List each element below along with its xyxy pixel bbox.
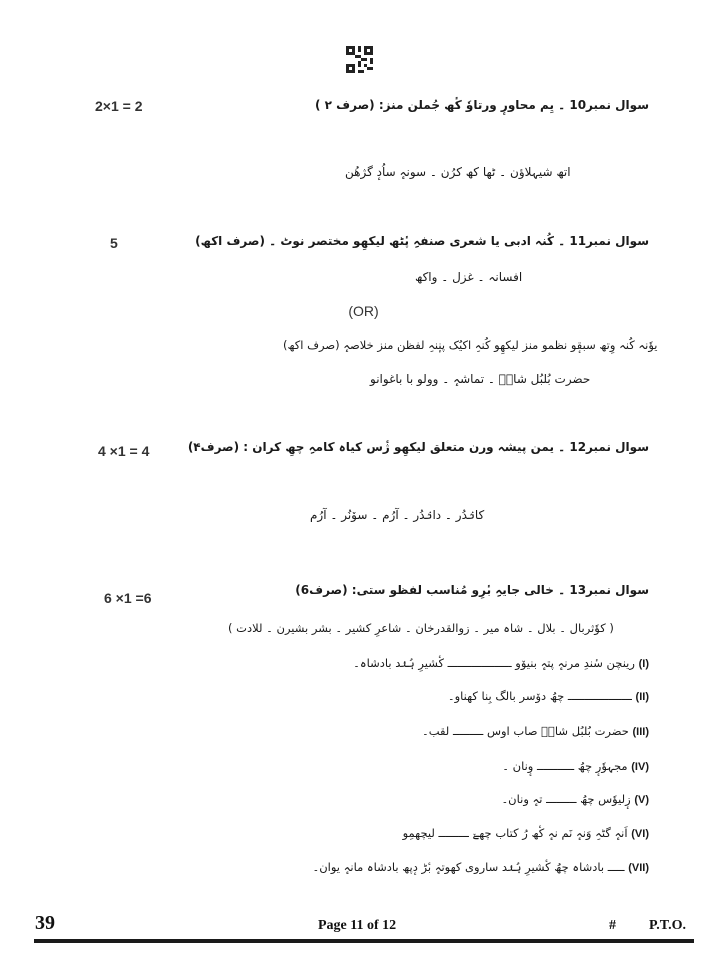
q13-marks: 6 ×1 =6 bbox=[104, 590, 152, 606]
item-text: مجہوٗرٕ چھُ ـــــــــــ وٕنان ۔ bbox=[502, 759, 628, 773]
q10-title: سوال نمبر10 ۔ یِم محاورٕ ورتاوٗ کٔھ جُملن منز: (صرف ۲ ) bbox=[315, 98, 649, 112]
q11-title: سوال نمبر11 ۔ کُنہ ادبی یا شعری صنفہِ پٔٹھ لیکھِو مختصر نوٹ ۔ (صرف اکھ) bbox=[195, 234, 649, 248]
or-label: (OR) bbox=[348, 303, 379, 319]
item-text: ـــــ بادشاہ چھُ کٔشیرِ ہُنٛد ساروی کھوتہٕ بٔڑ دٕپھ بادشاہ مانہٕ یوان۔ bbox=[312, 860, 625, 874]
q12-options: کانٛدُر ۔ دانٛدُر ۔ آرُم ۔ سوٚنُر ۔ آرُم bbox=[310, 508, 485, 522]
q13-item-7 bbox=[312, 860, 649, 874]
q11-alt-options: حضرت بُلبُل شاہؒ ۔ تماشہٕ ۔ وولو با باغوانو bbox=[370, 372, 591, 386]
q13-title: سوال نمبر13 ۔ خالی جایہِ بٔرِو مُناسب لفظو ستی: (صرف6) bbox=[295, 583, 649, 597]
q11-options: افسانہ ۔ غزل ۔ واکھ bbox=[415, 270, 523, 284]
q11-marks: 5 bbox=[110, 235, 118, 251]
item-text: زٕلیوٗس چھُ ـــــــــ تہٕ ونان۔ bbox=[501, 792, 631, 806]
q11-alt-title: یوٗنہ کُنہ وِتھ سبقٕو نظمو منز لیکھِو کُنہِ اکیُک پنٕنہِ لفظن منز خلاصہٕ (صرف اکھ) bbox=[283, 338, 658, 352]
item-number: (V) bbox=[634, 794, 649, 806]
q13-item-1 bbox=[353, 656, 649, 670]
item-text: رینچن سٔندِ مرنہٕ پتہٕ بنیوٚو ـــــــــــــــــــ کٔشیرِ ہُنٛد بادشاہ۔ bbox=[353, 656, 635, 670]
q13-item-4 bbox=[502, 759, 649, 773]
item-text: ـــــــــــــــــــ چھُ دوٚسر بالگ بِنا کھناو۔ bbox=[447, 689, 632, 703]
page-number: Page 11 of 12 bbox=[318, 918, 397, 933]
item-number: (III) bbox=[632, 726, 649, 738]
paper-code: 39 bbox=[35, 912, 55, 934]
q13-item-6 bbox=[403, 826, 649, 840]
item-number: (I) bbox=[638, 658, 649, 670]
item-number: (II) bbox=[635, 691, 649, 703]
pto-label: P.T.O. bbox=[649, 918, 686, 933]
q13-word-bank: ( کوٗثربال ۔ بلال ۔ شاہ میر ۔ زوالقدرخان ۔ شاعرِ کشیر ۔ بشر بشیرن ۔ للادت ) bbox=[228, 621, 614, 635]
item-number: (VII) bbox=[628, 862, 649, 874]
q13-item-3 bbox=[422, 724, 649, 738]
q13-item-5 bbox=[501, 792, 649, 806]
qr-code-icon bbox=[346, 46, 373, 73]
item-number: (VI) bbox=[631, 828, 649, 840]
hash-mark: # bbox=[609, 918, 616, 933]
item-text: اَنہٕ گٹہِ وَنہٕ نَم نہٕ کٔھ رُ کتاب چھےٚ ـــــــــ لیچھمِو bbox=[402, 826, 628, 840]
q12-marks: 4 ×1 = 4 bbox=[98, 443, 150, 459]
q10-options: اتھ شیہلاؤن ۔ ٹھا کھ کرُن ۔ سونہٕ ساُدٕ گژھُن bbox=[345, 165, 571, 179]
item-text: حضرت بُلبُل شاہؒ صاب اوس ـــــــــ لقب۔ bbox=[421, 724, 629, 738]
item-number: (IV) bbox=[631, 761, 649, 773]
q10-marks: 2×1 = 2 bbox=[95, 98, 143, 114]
q12-title: سوال نمبر12 ۔ یمن پیشہ ورن متعلق لیکھِو ژٔس کیاہ کامہِ چھِ کران : (صرف۴) bbox=[187, 440, 649, 454]
q13-item-2 bbox=[448, 689, 649, 703]
footer-divider bbox=[34, 939, 694, 943]
